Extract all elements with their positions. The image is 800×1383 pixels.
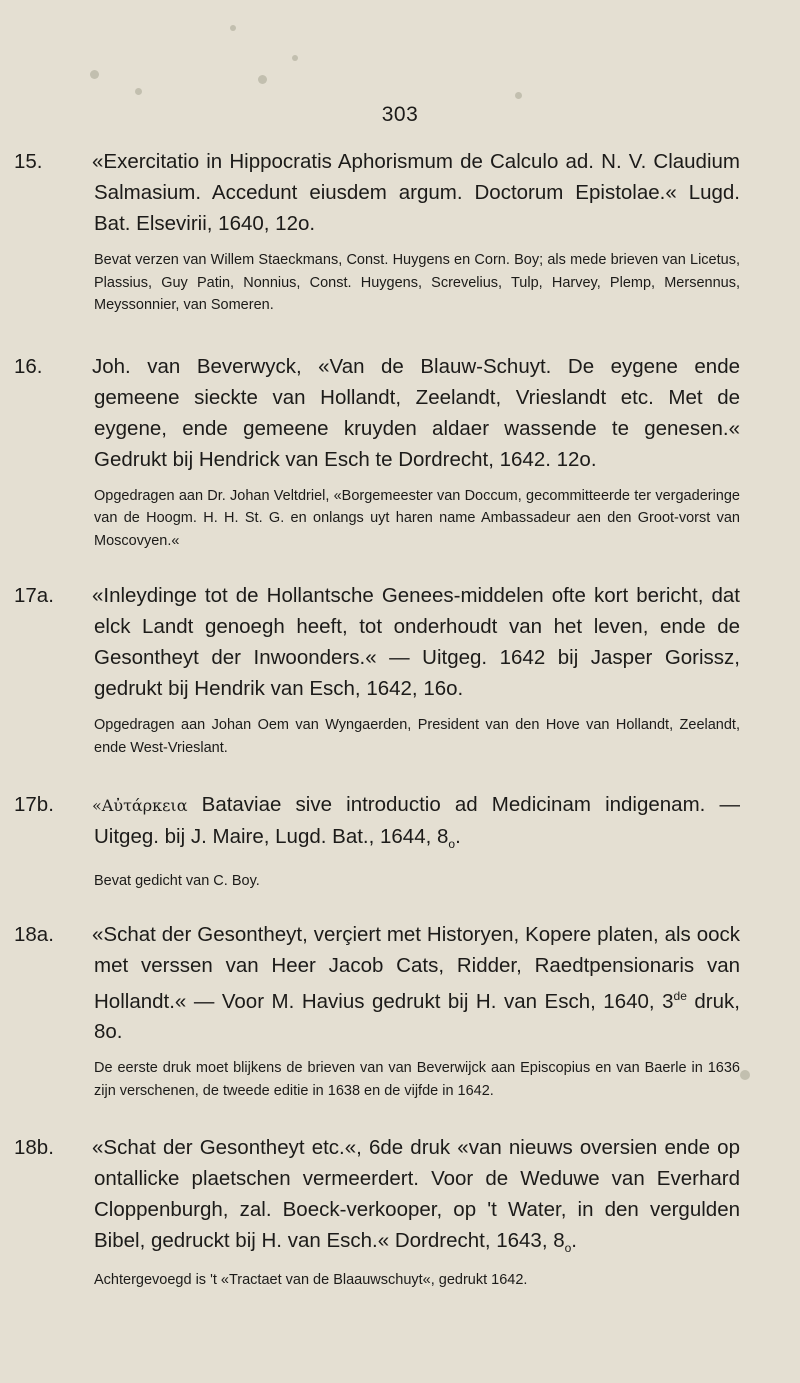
paper-speck [135,88,142,95]
entry-17b [14,789,740,893]
paper-speck [292,55,298,61]
entry-17a [14,580,740,759]
entry-text: «Exercitatio in Hippocratis Aphorismum de Calculo ad. N. V. Claudium Salmasium. Accedunt eiusdem argum. Doctorum Epistolae.« Lugd. Bat. Elsevirii, 1640, 12o. [92,150,740,235]
paper-speck [90,70,99,79]
entry-title [14,1132,740,1264]
entry-note: Bevat verzen van Willem Staeckmans, Const. Huygens en Corn. Boy; als mede brieven van Licetus, Plassius, Guy Patin, Nonnius, Const. Huygens, Screvelius, Tulp, Harvey, Plemp, Mersennus, Meyssonnier, van Someren. [94,252,740,313]
entry-title [14,580,740,704]
entry-number: 18a. [14,922,54,946]
entry-tail: druk, 8o. [94,989,740,1044]
entry-title [14,351,740,475]
entry-note: Bevat gedicht van C. Boy. [94,873,260,890]
entry-title [14,789,740,860]
entry-title [14,919,740,1048]
paper-speck [230,25,236,31]
entry-note: De eerste druk moet blijkens de brieven van van Beverwijck aan Episcopius en van Baerle in 1636 zijn verschenen, de tweede editie in 1638 en de vijfde in 1642. [94,1060,740,1099]
entry-18a [14,919,740,1103]
paper-speck [515,92,522,99]
entry-number: 15. [14,150,43,173]
entry-number: 17a. [14,584,54,607]
entry-text: «Schat der Gesontheyt, verçiert met Historyen, Kopere platen, als oock met verssen van Heer Jacob Cats, Ridder, Raedtpensionaris van Hollandt.« — Voor M. Havius gedrukt bij H. van Esch, 1640, 3 [92,922,740,1013]
paper-speck [258,75,267,84]
entry-note: Opgedragen aan Johan Oem van Wyngaerden, President van den Hove van Hollandt, Zeelandt, ende West-Vrieslant. [94,717,740,756]
entry-title [14,146,740,239]
entry-tail: . [571,1229,577,1253]
paper-speck [740,1070,750,1080]
entry-number: 16. [14,354,43,378]
entry-text: Joh. van Beverwyck, «Van de Blauw-Schuyt. De eygene ende gemeene sieckte van Hollandt, Zeelandt, Vrieslandt etc. Met de eygene, ende gemeene kruyden aldaer wassende te genesen.« Gedrukt bij Hendrick van Esch te Dordrecht, 1642. 12o. [92,354,740,471]
entry-18b [14,1132,740,1291]
format-subscript: o [564,1241,572,1256]
entry-tail: . [455,825,461,848]
entry-16 [14,351,740,553]
entry-text: «Schat der Gesontheyt etc.«, 6de druk «van nieuws oversien ende op ontallicke plaetschen vermeerdert. Voor de Weduwe van Everhard Cloppenburgh, zal. Boeck-verkooper, op 't Water, in den vergulden Bibel, gedruckt bij H. van Esch.« Dordrecht, 1643, 8 [92,1136,740,1253]
entry-note: Achtergevoegd is 't «Tractaet van de Blaauwschuyt«, gedrukt 1642. [94,1271,528,1288]
format-subscript: o [448,837,456,852]
entry-note: Opgedragen aan Dr. Johan Veltdriel, «Borgemeester van Doccum, gecommitteerde ter vergaderinge van de Hoogm. H. H. St. G. en onlangs uyt haren name Ambassadeur aen den Groot-vorst van Moscovyen.« [94,487,740,549]
page-number: 303 [381,103,419,126]
entry-number: 17b. [14,793,54,816]
entry-text: Bataviae sive introductio ad Medicinam indigenam. — Uitgeg. bij J. Maire, Lugd. Bat., 1644, 8 [94,793,740,848]
bibliography-list [14,146,740,1291]
entry-15 [14,146,740,317]
entry-text: «Inleydinge tot de Hollantsche Genees-middelen ofte kort bericht, dat elck Landt genoegh heeft, tot onderhoudt van het leven, ende de Gesontheyt der Inwoonders.« — Uitgeg. 1642 bij Jasper Gorissz, gedrukt bij Hendrik van Esch, 1642, 16o. [92,584,740,700]
greek-title: «Αὐτάρκεια [92,796,188,815]
entry-number: 18b. [14,1136,54,1160]
edition-superscript: de [673,988,687,1003]
